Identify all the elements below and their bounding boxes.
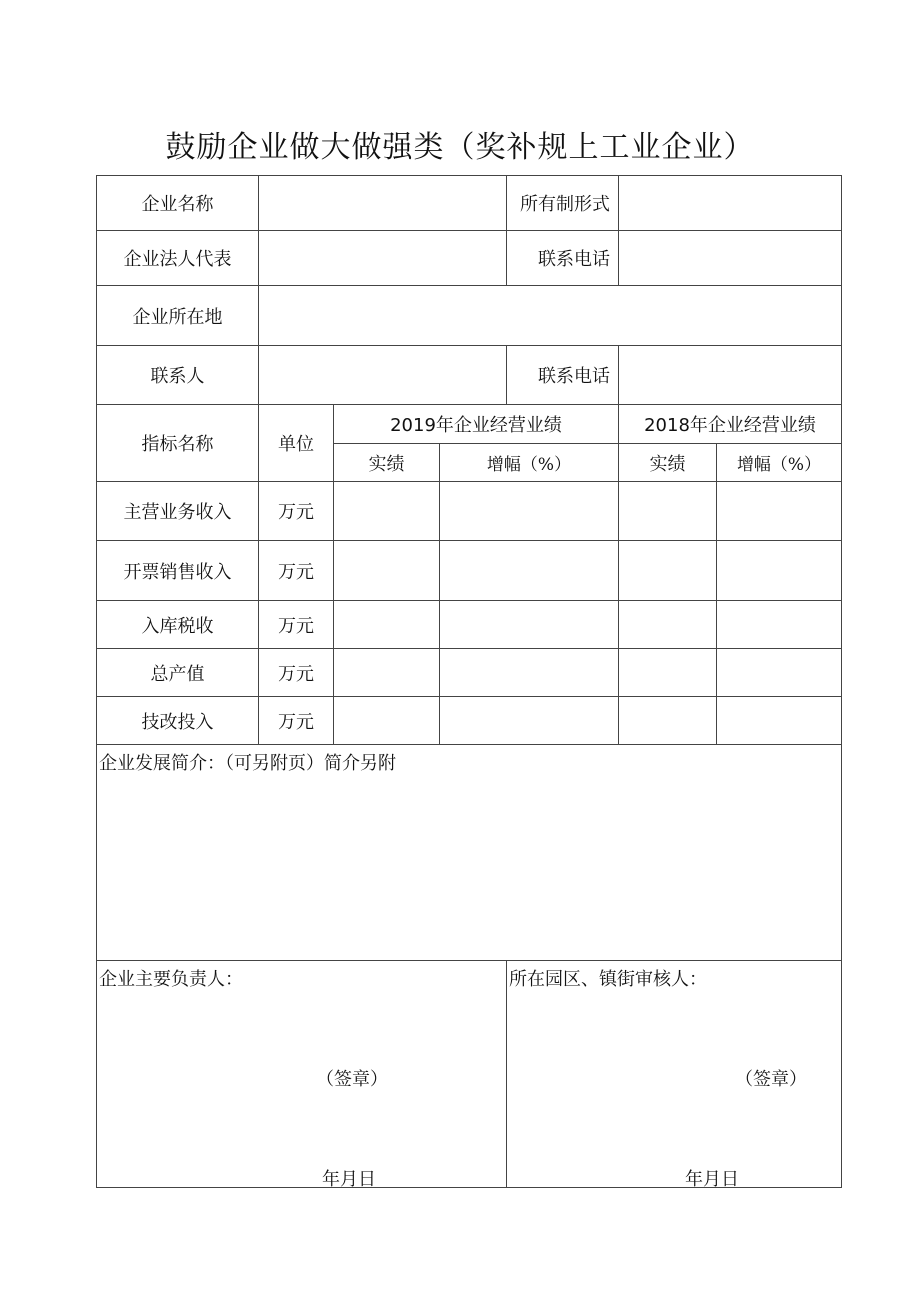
company-stamp-label: （签章） <box>316 1069 388 1090</box>
growth-2019-cell[interactable] <box>440 649 619 697</box>
location-field[interactable] <box>259 286 842 346</box>
reviewer-label: 所在园区、镇街审核人： <box>509 969 708 990</box>
metric-name: 主营业务收入 <box>97 482 259 541</box>
metric-row <box>97 482 842 541</box>
reviewer-stamp-label: （签章） <box>735 1069 808 1090</box>
company-signature-cell[interactable] <box>97 961 507 1188</box>
growth-2019-cell[interactable] <box>440 541 619 601</box>
metric-unit: 万元 <box>259 601 334 649</box>
row-signatures <box>97 961 842 1188</box>
year-2019-header: 2019年企业经营业绩 <box>334 405 619 444</box>
page-title: 鼓励企业做大做强类（奖补规上工业企业） <box>165 130 755 165</box>
row-intro <box>97 745 842 961</box>
row-location <box>97 286 842 346</box>
metric-name: 开票销售收入 <box>97 541 259 601</box>
row-company-name <box>97 176 842 231</box>
row-contact <box>97 346 842 405</box>
metric-row <box>97 697 842 745</box>
company-name-label: 企业名称 <box>97 176 259 231</box>
growth-2019-cell[interactable] <box>440 482 619 541</box>
row-legal-rep <box>97 231 842 286</box>
legal-rep-label: 企业法人代表 <box>97 231 259 286</box>
metric-row <box>97 541 842 601</box>
actual-2018-cell[interactable] <box>619 649 717 697</box>
metric-unit: 万元 <box>259 541 334 601</box>
actual-header-2018: 实绩 <box>619 444 717 482</box>
row-metrics-header <box>97 405 842 444</box>
actual-2019-cell[interactable] <box>334 601 440 649</box>
metric-name: 总产值 <box>97 649 259 697</box>
metric-unit: 万元 <box>259 649 334 697</box>
phone-field-2[interactable] <box>619 346 842 405</box>
contact-label: 联系人 <box>97 346 259 405</box>
actual-2018-cell[interactable] <box>619 541 717 601</box>
phone-label-1: 联系电话 <box>507 231 619 286</box>
actual-2019-cell[interactable] <box>334 482 440 541</box>
growth-2018-cell[interactable] <box>717 482 842 541</box>
intro-cell[interactable] <box>97 745 842 961</box>
actual-2019-cell[interactable] <box>334 697 440 745</box>
actual-header-2019: 实绩 <box>334 444 440 482</box>
phone-label-2: 联系电话 <box>507 346 619 405</box>
growth-header-2018: 增幅（%） <box>717 444 842 482</box>
metric-row <box>97 601 842 649</box>
growth-header-2019: 增幅（%） <box>440 444 619 482</box>
unit-header: 单位 <box>259 405 334 482</box>
reviewer-signature-cell[interactable] <box>507 961 842 1188</box>
year-2018-header: 2018年企业经营业绩 <box>619 405 842 444</box>
growth-2018-cell[interactable] <box>717 541 842 601</box>
ownership-field[interactable] <box>619 176 842 231</box>
growth-2018-cell[interactable] <box>717 649 842 697</box>
growth-2018-cell[interactable] <box>717 601 842 649</box>
ownership-label: 所有制形式 <box>507 176 619 231</box>
company-name-field[interactable] <box>259 176 507 231</box>
actual-2019-cell[interactable] <box>334 541 440 601</box>
application-form-table <box>96 175 842 1188</box>
phone-field-1[interactable] <box>619 231 842 286</box>
actual-2018-cell[interactable] <box>619 601 717 649</box>
company-date-label: 年月日 <box>322 1169 376 1190</box>
reviewer-date-label: 年月日 <box>685 1169 740 1190</box>
metric-name: 入库税收 <box>97 601 259 649</box>
indicator-header: 指标名称 <box>97 405 259 482</box>
legal-rep-field[interactable] <box>259 231 507 286</box>
actual-2018-cell[interactable] <box>619 697 717 745</box>
actual-2019-cell[interactable] <box>334 649 440 697</box>
company-head-label: 企业主要负责人： <box>99 969 243 990</box>
metric-unit: 万元 <box>259 482 334 541</box>
intro-label: 企业发展简介：（可另附页）简介另附 <box>99 753 396 774</box>
metric-row <box>97 649 842 697</box>
growth-2019-cell[interactable] <box>440 697 619 745</box>
metric-unit: 万元 <box>259 697 334 745</box>
location-label: 企业所在地 <box>97 286 259 346</box>
contact-field[interactable] <box>259 346 507 405</box>
actual-2018-cell[interactable] <box>619 482 717 541</box>
growth-2019-cell[interactable] <box>440 601 619 649</box>
growth-2018-cell[interactable] <box>717 697 842 745</box>
metric-name: 技改投入 <box>97 697 259 745</box>
